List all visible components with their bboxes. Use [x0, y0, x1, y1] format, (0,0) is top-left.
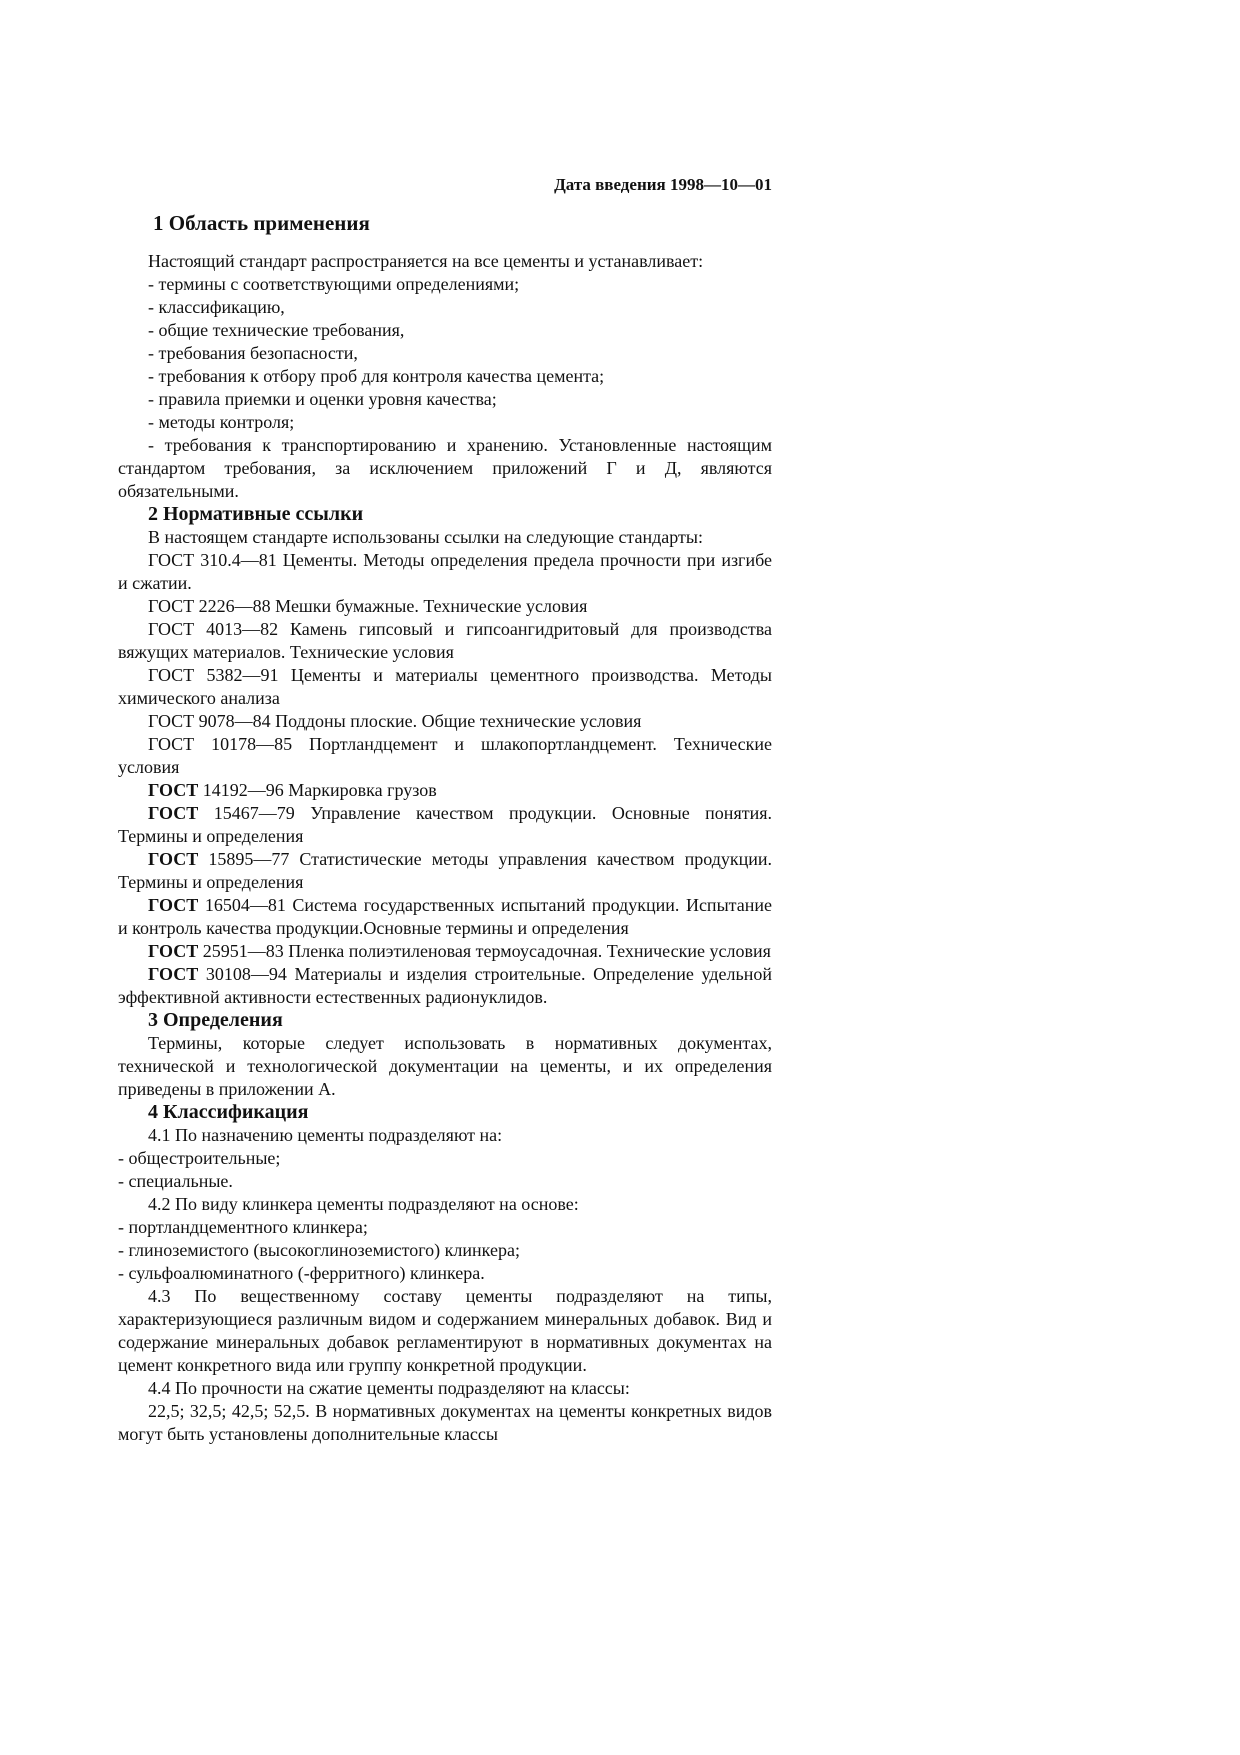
list-item: - общие технические требования,	[148, 320, 405, 340]
gost-code: ГОСТ	[148, 895, 199, 915]
reference-item	[118, 779, 772, 802]
reference-text: 30108—94 Материалы и изделия строительные. Определение удельной эффективной активности естественных радионуклидов.	[118, 964, 772, 1007]
reference-item: ГОСТ 310.4—81 Цементы. Методы определения предела прочности при изгибе и сжатии.	[118, 550, 772, 593]
reference-text: 15895—77 Статистические методы управления качеством продукции. Термины и определения	[118, 849, 772, 892]
list-item: - сульфоалюминатного (-ферритного) клинкера.	[118, 1263, 485, 1283]
reference-item: ГОСТ 2226—88 Мешки бумажные. Технические условия	[148, 596, 588, 616]
list-item: - правила приемки и оценки уровня качества;	[148, 389, 497, 409]
gost-code: ГОСТ	[148, 941, 199, 961]
section-3-heading: 3 Определения	[148, 1009, 283, 1031]
list-item: - глиноземистого (высокоглиноземистого) клинкера;	[118, 1240, 520, 1260]
section-2-intro: В настоящем стандарте использованы ссылки на следующие стандарты:	[148, 527, 704, 547]
reference-item: ГОСТ 4013—82 Камень гипсовый и гипсоангидритовый для производства вяжущих материалов. Технические условия	[118, 619, 772, 662]
reference-item	[118, 963, 772, 1009]
reference-item	[118, 802, 772, 848]
gost-code: ГОСТ	[148, 803, 199, 823]
reference-item	[118, 894, 772, 940]
list-item: - термины с соответствующими определениями;	[148, 274, 520, 294]
reference-text: 16504—81 Система государственных испытаний продукции. Испытание и контроль качества продукции.Основные термины и определения	[118, 895, 772, 938]
reference-text: 25951—83 Пленка полиэтиленовая термоусадочная. Технические условия	[198, 941, 771, 961]
list-item: - портландцементного клинкера;	[118, 1217, 368, 1237]
reference-text: 15467—79 Управление качеством продукции. Основные понятия. Термины и определения	[118, 803, 772, 846]
clause-4-4: 4.4 По прочности на сжатие цементы подразделяют на классы:	[148, 1378, 630, 1398]
clause-4-1: 4.1 По назначению цементы подразделяют на:	[148, 1125, 503, 1145]
list-item: - методы контроля;	[148, 412, 295, 432]
list-item: - требования безопасности,	[148, 343, 358, 363]
clause-4-2: 4.2 По виду клинкера цементы подразделяют на основе:	[148, 1194, 579, 1214]
reference-item	[118, 848, 772, 894]
clause-4-4-continued: 22,5; 32,5; 42,5; 52,5. В нормативных документах на цементы конкретных видов могут быть установлены дополнительные классы	[118, 1401, 772, 1444]
list-item: - классификацию,	[148, 297, 285, 317]
list-item: - требования к отбору проб для контроля качества цемента;	[148, 366, 605, 386]
introduction-date: Дата введения 1998—10—01	[554, 175, 772, 194]
section-2-heading: 2 Нормативные ссылки	[148, 503, 364, 525]
section-4-heading: 4 Классификация	[148, 1101, 309, 1123]
reference-item: ГОСТ 9078—84 Поддоны плоские. Общие технические условия	[148, 711, 642, 731]
gost-code: ГОСТ	[148, 780, 199, 800]
list-item-last: - требования к транспортированию и хранению. Установленные настоящим стандартом требования, за исключением приложений Г и Д, являются обязательными.	[118, 435, 772, 501]
section-1-intro: Настоящий стандарт распространяется на все цементы и устанавливает:	[148, 251, 704, 271]
document-page	[118, 173, 772, 1446]
reference-item: ГОСТ 10178—85 Портландцемент и шлакопортландцемент. Технические условия	[118, 734, 772, 777]
gost-code: ГОСТ	[148, 964, 199, 984]
section-3-text: Термины, которые следует использовать в нормативных документах, технической и технологической документации на цементы, и их определения приведены в приложении А.	[118, 1033, 772, 1099]
list-item: - специальные.	[118, 1171, 233, 1191]
clause-4-3: 4.3 По вещественному составу цементы подразделяют на типы, характеризующиеся различным видом и содержанием минеральных добавок. Вид и содержание минеральных добавок регламентируют в нормативных документах на цемент конкретного вида или группу конкретной продукции.	[118, 1286, 772, 1375]
reference-item	[118, 940, 772, 963]
list-item: - общестроительные;	[118, 1148, 281, 1168]
reference-item: ГОСТ 5382—91 Цементы и материалы цементного производства. Методы химического анализа	[118, 665, 772, 708]
section-1-heading: 1 Область применения	[153, 211, 370, 235]
gost-code: ГОСТ	[148, 849, 199, 869]
reference-text: 14192—96 Маркировка грузов	[198, 780, 437, 800]
